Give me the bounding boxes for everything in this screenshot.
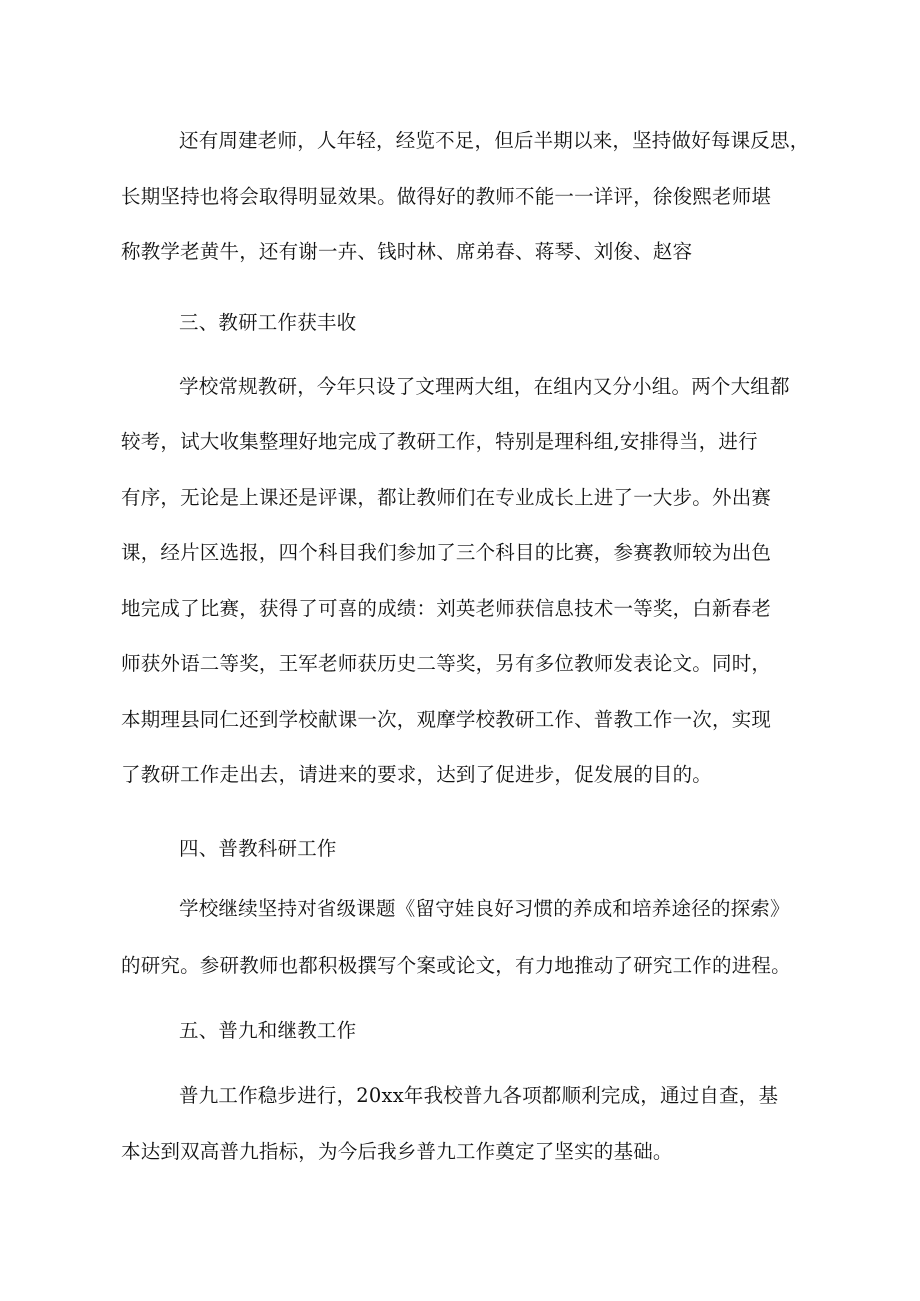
paragraph-line: 本期理县同仁还到学校献课一次，观摩学校教研工作、普教工作一次，实现 [121, 708, 772, 731]
paragraph-line: 的研究。参研教师也都积极撰写个案或论文，有力地推动了研究工作的进程。 [121, 954, 791, 977]
paragraph-line: 课，经片区选报，四个科目我们参加了三个科目的比赛，参赛教师较为出色 [121, 541, 772, 564]
paragraph-line: 师获外语二等奖，王军老师获历史二等奖，另有多位教师发表论文。同时， [121, 652, 772, 675]
section-heading: 五、普九和继教工作 [179, 1019, 357, 1042]
paragraph-line: 长期坚持也将会取得明显效果。做得好的教师不能一一详评，徐俊熙老师堪 [121, 185, 772, 208]
paragraph-line: 称教学老黄牛，还有谢一卉、钱时林、席弟春、蒋琴、刘俊、赵容 [121, 240, 693, 263]
paragraph-line: 学校继续坚持对省级课题《留守娃良好习惯的养成和培养途径的探索》 [179, 897, 790, 920]
section-heading: 三、教研工作获丰收 [179, 311, 357, 334]
section-heading: 四、普教科研工作 [179, 837, 337, 860]
paragraph-line: 较考，试大收集整理好地完成了教研工作，特别是理科组,安排得当，进行 [121, 430, 758, 453]
paragraph-line: 还有周建老师，人年轻，经览不足，但后半期以来，坚持做好每课反思， [179, 129, 810, 152]
paragraph-line: 有序，无论是上课还是评课，都让教师们在专业成长上进了一大步。外出赛 [121, 486, 772, 509]
paragraph-line: 了教研工作走出去，请进来的要求，达到了促进步，促发展的目的。 [121, 763, 713, 786]
paragraph-line: 学校常规教研，今年只设了文理两大组，在组内又分小组。两个大组都 [179, 375, 790, 398]
paragraph-line: 本达到双高普九指标，为今后我乡普九工作奠定了坚实的基础。 [121, 1140, 673, 1163]
paragraph-line: 地完成了比赛，获得了可喜的成绩：刘英老师获信息技术一等奖，白新春老 [121, 597, 772, 620]
paragraph-line: 普九工作稳步进行，20xx年我校普九各项都顺利完成，通过自查，基 [179, 1084, 779, 1107]
